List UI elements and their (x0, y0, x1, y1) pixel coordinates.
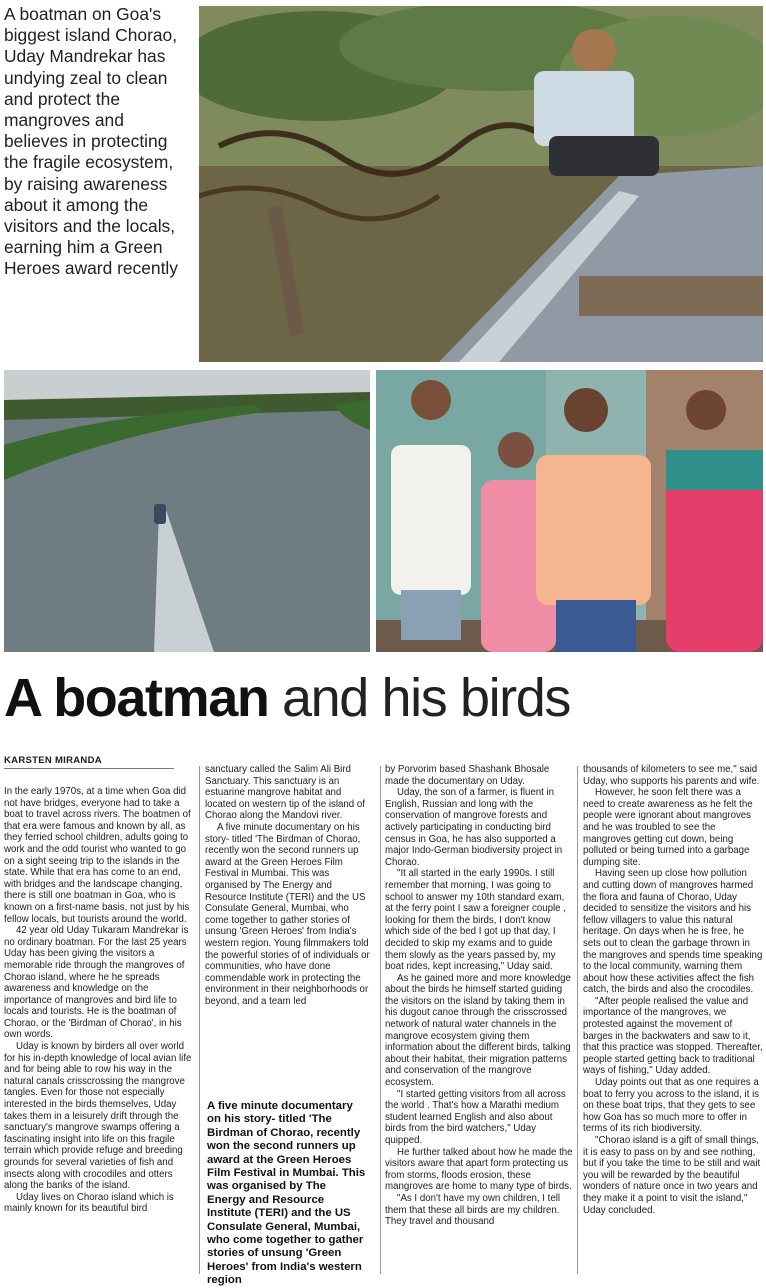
column-divider (577, 766, 578, 1274)
body-column-2 (205, 764, 373, 1007)
intro-deck: A boatman on Goa's biggest island Chorao, Uday Mandrekar has undying zeal to clean and protect the mangroves and believes in protecting the fragile ecosystem, by raising awareness about it among the visitors and the locals, earning him a Green Heroes award recently (4, 4, 178, 279)
column-divider (199, 766, 200, 1274)
paragraph: "After people realised the value and importance of the mangroves, we protested against the movement of barges in the backwaters and saw to it, that this practice was stopped. Thereafter, people started getting back to traditional ways of fishing," Uday added. (583, 995, 763, 1077)
photo-family (376, 370, 763, 652)
byline: KARSTEN MIRANDA (4, 755, 102, 766)
paragraph: However, he soon felt there was a need to create awareness as he felt the people were ignorant about mangroves and he was troubled to see the mangroves getting cut down, being polluted or being turned into a garbage dumping site. (583, 787, 753, 868)
paragraph: As he gained more and more knowledge about the birds he himself started guiding the visitors on the island by taking them in his dugout canoe through the crisscrossed network of natural water channels in the mangrove ecosystem giving them information about the different birds, talking about their habitat, their migration patterns and conservation of the mangrove ecosystem. (385, 972, 571, 1089)
paragraph: Having seen up close how pollution and cutting down of mangroves harmed the flora and fauna of Chorao, Uday decided to sensitize the visitors and his fellow villagers to value this natural heritage. On days when he is free, he sets out to clean the garbage thrown in the mangroves and spends time speaking to the local community, warning them about how these activities affect the fish catch, the birds and also the crocodiles. (583, 868, 763, 996)
paragraph: thousands of kilometers to see me," said Uday, who supports his parents and wife. (583, 764, 760, 787)
headline-light: and his birds (268, 668, 571, 728)
paragraph: Uday, the son of a farmer, is fluent in English, Russian and long with the conservation of mangrove forests and actively participating in conducting bird census in Goa, he has also supported a major Indo-German biodiversity project in Chorao. (385, 787, 563, 868)
paragraph: He further talked about how he made the visitors aware that apart form protecting us from storms, floods erosion, these mangroves are home to many type of birds. (385, 1146, 573, 1193)
headline-bold: A boatman (4, 668, 269, 728)
headline (4, 668, 570, 728)
paragraph: "I started getting visitors from all across the world . That's how a Marathi medium student learned English and also about birds from the bird watchers," Uday quipped. (385, 1088, 566, 1146)
paragraph: Uday is known by birders all over world for his in-depth knowledge of local avian life and for being able to row his way in the natural canals crisscrossing the mangrove tangles. Even for those not especially interested in the birds themselves, Uday takes them in a leisurely drift through the sanctuary's mangrove swamps offering a fascinating insight into life on this fragile terrain which provide refuge and breeding grounds for several varieties of fish and insects along with crocodiles and otters along the banks of the island. (4, 1041, 192, 1192)
paragraph: Uday points out that as one requires a boat to ferry you across to the island, it is on these boat trips, that they gets to see how Goa has so much more to offer in terms of its rich biodiversity. (583, 1077, 760, 1135)
paragraph: Uday lives on Chorao island which is mainly known for its beautiful bird (4, 1191, 174, 1215)
pull-quote: A five minute documentary on his story- titled 'The Birdman of Chorao, recently won the second runners up award at the Green Heroes Film Festival in Mumbai. This was organised by The Energy and Resource Institute (TERI) and the US Consulate General, Mumbai, who come together to gather stories of unsung 'Green Heroes' from India's western region (207, 1100, 366, 1287)
body-column-1 (4, 786, 193, 1215)
photo-boatman-mangroves (199, 6, 763, 362)
paragraph: A five minute documentary on his story- titled 'The Birdman of Chorao, recently won the second runners up award at the Green Heroes Film Festival in Mumbai. This was organised by The Energy and Resource Institute (TERI) and the US Consulate General, Mumbai, who come together to gather stories of unsung 'Green Heroes' from India's western region. Young filmmakers told the powerful stories of of individuals or communities, who have done commendable work in protecting the environment in their neighborhoods or beyond, and a team led (205, 821, 370, 1007)
paragraph: 42 year old Uday Tukaram Mandrekar is no ordinary boatman. For the last 25 years Uday has been giving the visitors a memorable ride through the mangroves of Chorao island, where he he spreads awareness and knowledge on the importance of mangroves and bird life to locals and tourists. He is the boatman of Chorao, or the 'Birdman of Chorao', in his own words. (4, 925, 189, 1041)
paragraph: "As I don't have my own children, I tell them that these all birds are my children. They travel and thousand (385, 1192, 561, 1228)
paragraph: sanctuary called the Salim Ali Bird Sanctuary. This sanctuary is an estuarine mangrove habitat and located on western tip of the island of Chorao along the Mandovi river. (205, 764, 365, 822)
paragraph: by Porvorim based Shashank Bhosale made the documentary on Uday. (385, 764, 550, 787)
paragraph: "Chorao island is a gift of small things, it is easy to pass on by and see nothing, but if you take the time to be still and wait you will be rewarded by the beautiful wonders of nature once in two years and they make it a point to visit the island," Uday concluded. (583, 1135, 761, 1216)
body-column-3 (385, 764, 573, 1228)
photo-river-aerial (4, 370, 370, 652)
byline-rule (4, 768, 174, 769)
body-column-4 (583, 764, 763, 1216)
paragraph: In the early 1970s, at a time when Goa did not have bridges, everyone had to take a boat to travel across rivers. The boatmen of that era were famous and known by all, as they ferried school children, adults going to work and the odd tourist who wanted to go on a sight seeing trip to the islands in the state. While that era has come to an end, with bridges and the landscape changing, there is still one boatman in Goa, who is known on a first-name basis, not just by his fellow locals, but tourists around the world. (4, 786, 191, 925)
column-divider (380, 766, 381, 1274)
paragraph: "It all started in the early 1990s. I still remember that morning, I was going to school to answer my 10th standard exam, at the ferry point I saw a foreigner couple , looking for them the birds, I don't know which side of the bed I got up that day, I decided to skip my exams and to guide them slowly as the years passed by, my boat rides, kept increasing," Uday said. (385, 868, 566, 973)
